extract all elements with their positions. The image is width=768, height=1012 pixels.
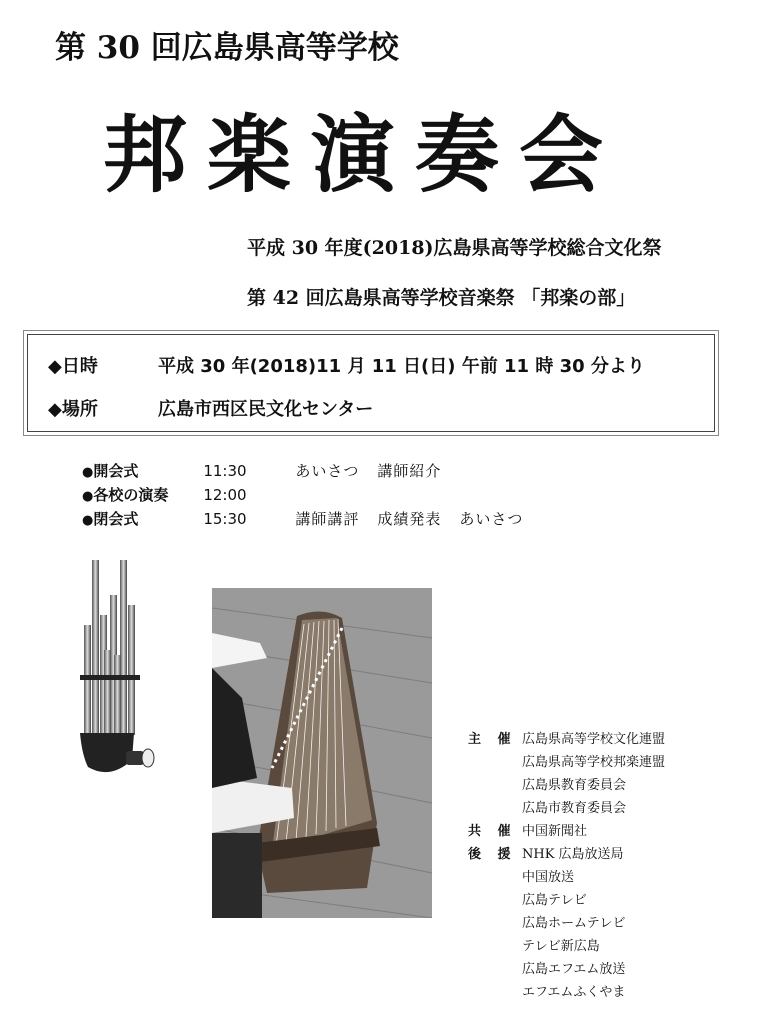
cohost-label: 共 催: [468, 824, 517, 839]
support-org: 広島エフエム放送: [522, 962, 626, 977]
support-org: 中国放送: [522, 870, 575, 885]
support-org: エフエムふくやま: [522, 985, 626, 1000]
event-title: 邦楽演奏会: [103, 105, 624, 204]
place-row: [48, 395, 373, 421]
schedule-note: 講師講評: [295, 510, 360, 528]
schedule-time: 11:30: [203, 462, 247, 480]
info-box: [27, 334, 715, 432]
host-org: 広島県高等学校文化連盟: [522, 732, 666, 747]
schedule-item: [82, 484, 295, 505]
host-org: 広島市教育委員会: [522, 801, 627, 816]
koto-performance-photo: [212, 588, 432, 918]
festival-line-1: 平成 30 年度(2018)広島県高等学校総合文化祭: [247, 237, 662, 259]
schedule-note: 成績発表: [377, 510, 442, 528]
schedule-note: 講師紹介: [377, 462, 442, 480]
schedule-name: 各校の演奏: [93, 486, 169, 504]
support-org: 広島テレビ: [522, 893, 587, 908]
schedule-item: [82, 460, 459, 481]
schedule-time: 15:30: [203, 510, 247, 528]
cohost-org: 中国新聞社: [522, 824, 588, 839]
support-org: NHK 広島放送局: [522, 847, 624, 862]
host-label: 主 催: [468, 732, 517, 747]
date-label: ◆日時: [48, 356, 98, 377]
support-org: 広島ホームテレビ: [522, 916, 626, 931]
schedule-time: 12:00: [203, 486, 247, 504]
event-subtitle: 第 30 回広島県高等学校: [55, 30, 399, 66]
bullet-icon: ●: [82, 465, 94, 480]
schedule-name: 開会式: [93, 462, 139, 480]
bullet-icon: ●: [82, 513, 94, 528]
bullet-icon: ●: [82, 489, 94, 504]
date-value: 平成 30 年(2018)11 月 11 日(日) 午前 11 時 30 分より: [158, 356, 645, 377]
support-label: 後 援: [468, 847, 517, 862]
schedule-note: あいさつ: [459, 510, 524, 528]
sho-instrument-illustration: [70, 555, 160, 795]
festival-line-2: 第 42 回広島県高等学校音楽祭 「邦楽の部」: [247, 287, 636, 309]
host-org: 広島県教育委員会: [522, 778, 627, 793]
host-org: 広島県高等学校邦楽連盟: [522, 755, 666, 770]
place-label: ◆場所: [48, 399, 98, 420]
date-row: [48, 352, 645, 378]
place-value: 広島市西区民文化センター: [158, 399, 374, 420]
schedule-name: 閉会式: [93, 510, 139, 528]
schedule-item: [82, 508, 541, 529]
schedule-note: あいさつ: [295, 462, 360, 480]
support-org: テレビ新広島: [522, 939, 600, 954]
